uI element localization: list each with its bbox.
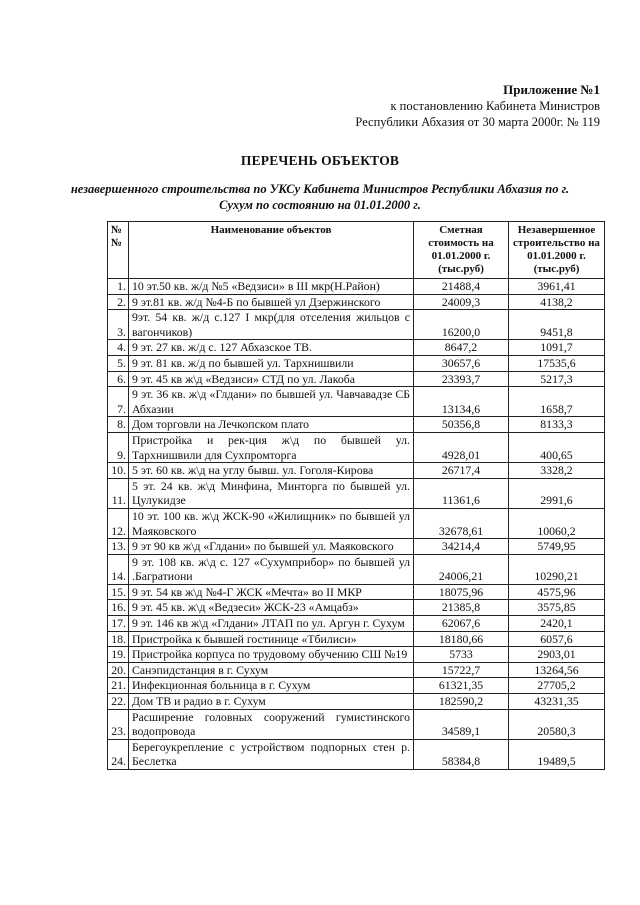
header-num: № № [108, 222, 129, 279]
table-row [108, 647, 605, 663]
row-cost: 13134,6 [414, 387, 509, 417]
table-row [108, 662, 605, 678]
objects-table [107, 221, 605, 770]
row-number: 20. [108, 662, 129, 678]
header-cost: Сметная стоимость на 01.01.2000 г. (тыс.руб) [414, 222, 509, 279]
row-number: 10. [108, 463, 129, 479]
row-number: 13. [108, 539, 129, 555]
row-object-name: 9 эт. 81 кв. ж/д по бывшей ул. Тархнишвили [129, 355, 414, 371]
table-row [108, 600, 605, 616]
row-number: 12. [108, 508, 129, 538]
row-unfinished: 400,65 [509, 432, 605, 462]
row-object-name: Пристройка к бывшей гостинице «Тбилиси» [129, 631, 414, 647]
row-unfinished: 2991,6 [509, 478, 605, 508]
row-cost: 5733 [414, 647, 509, 663]
row-unfinished: 43231,35 [509, 694, 605, 710]
row-cost: 24009,3 [414, 294, 509, 310]
row-object-name: Санэпидстанция в г. Сухум [129, 662, 414, 678]
row-object-name: Дом ТВ и радио в г. Сухум [129, 694, 414, 710]
row-object-name: 9 эт. 45 кв ж\д «Ведзиси» СТД по ул. Лакоба [129, 371, 414, 387]
row-unfinished: 2903,01 [509, 647, 605, 663]
row-cost: 32678,61 [414, 508, 509, 538]
table-body [108, 279, 605, 770]
row-cost: 18180,66 [414, 631, 509, 647]
row-object-name: 9 эт. 108 кв. ж\д с. 127 «Сухумприбор» по бывшей ул .Багратиони [129, 554, 414, 584]
row-unfinished: 17535,6 [509, 355, 605, 371]
table-row [108, 678, 605, 694]
row-cost: 21488,4 [414, 279, 509, 295]
row-unfinished: 8133,3 [509, 417, 605, 433]
table-row [108, 355, 605, 371]
table-row [108, 463, 605, 479]
row-unfinished: 3328,2 [509, 463, 605, 479]
row-cost: 4928,01 [414, 432, 509, 462]
table-row [108, 432, 605, 462]
row-number: 18. [108, 631, 129, 647]
row-cost: 23393,7 [414, 371, 509, 387]
table-row [108, 417, 605, 433]
row-object-name: 9 эт. 54 кв ж\д №4-Г ЖСК «Мечта» во II МКР [129, 584, 414, 600]
row-number: 24. [108, 739, 129, 769]
row-object-name: 10 эт. 100 кв. ж\д ЖСК-90 «Жилищник» по бывшей ул Маяковского [129, 508, 414, 538]
row-cost: 18075,96 [414, 584, 509, 600]
row-number: 9. [108, 432, 129, 462]
table-row [108, 709, 605, 739]
row-cost: 34214,4 [414, 539, 509, 555]
row-cost: 62067,6 [414, 616, 509, 632]
document-subtitle: незавершенного строительства по УКСу Кабинета Министров Республики Абхазия по г. Сухум по состоянию на 01.01.2000 г. [70, 182, 570, 212]
row-cost: 21385,8 [414, 600, 509, 616]
row-object-name: 10 эт.50 кв. ж/д №5 «Ведзиси» в III мкр(Н.Район) [129, 279, 414, 295]
row-unfinished: 2420,1 [509, 616, 605, 632]
row-cost: 26717,4 [414, 463, 509, 479]
table-row [108, 478, 605, 508]
table-row [108, 584, 605, 600]
row-cost: 8647,2 [414, 340, 509, 356]
table-header-row [108, 222, 605, 279]
row-number: 2. [108, 294, 129, 310]
table-row [108, 554, 605, 584]
row-unfinished: 1658,7 [509, 387, 605, 417]
annex-date: Республики Абхазия от 30 марта 2000г. № 119 [355, 115, 600, 129]
row-object-name: Инфекционная больница в г. Сухум [129, 678, 414, 694]
row-object-name: 9 эт 90 кв ж\д «Глдани» по бывшей ул. Маяковского [129, 539, 414, 555]
row-object-name: Дом торговли на Лечкопском плато [129, 417, 414, 433]
table-row [108, 631, 605, 647]
row-cost: 16200,0 [414, 310, 509, 340]
row-object-name: Пристройка корпуса по трудовому обучению СШ №19 [129, 647, 414, 663]
table-row [108, 310, 605, 340]
row-number: 17. [108, 616, 129, 632]
row-number: 15. [108, 584, 129, 600]
row-number: 16. [108, 600, 129, 616]
table-row [108, 616, 605, 632]
row-unfinished: 3575,85 [509, 600, 605, 616]
row-number: 14. [108, 554, 129, 584]
row-unfinished: 27705,2 [509, 678, 605, 694]
table-row [108, 539, 605, 555]
row-number: 19. [108, 647, 129, 663]
row-number: 11. [108, 478, 129, 508]
row-number: 7. [108, 387, 129, 417]
row-cost: 11361,6 [414, 478, 509, 508]
annex-block [280, 82, 600, 130]
row-cost: 30657,6 [414, 355, 509, 371]
row-number: 1. [108, 279, 129, 295]
annex-number: Приложение №1 [503, 82, 600, 97]
row-object-name: 9 эт.81 кв. ж/д №4-Б по бывшей ул Дзержинского [129, 294, 414, 310]
row-unfinished: 5749,95 [509, 539, 605, 555]
table-row [108, 694, 605, 710]
row-object-name: Берегоукрепление с устройством подпорных стен р. Беслетка [129, 739, 414, 769]
row-number: 3. [108, 310, 129, 340]
row-unfinished: 10060,2 [509, 508, 605, 538]
row-object-name: 9 эт. 36 кв. ж\д «Глдани» по бывшей ул. Чавчавадзе СБ Абхазии [129, 387, 414, 417]
row-unfinished: 4575,96 [509, 584, 605, 600]
row-cost: 182590,2 [414, 694, 509, 710]
annex-resolution: к постановлению Кабинета Министров [390, 99, 600, 113]
row-object-name: 9эт. 54 кв. ж/д с.127 I мкр(для отселения жильцов с вагончиков) [129, 310, 414, 340]
header-name: Наименование объектов [129, 222, 414, 279]
row-number: 21. [108, 678, 129, 694]
table-row [108, 371, 605, 387]
row-unfinished: 3961,41 [509, 279, 605, 295]
table-row [108, 508, 605, 538]
row-number: 5. [108, 355, 129, 371]
row-cost: 15722,7 [414, 662, 509, 678]
row-object-name: 9 эт. 146 кв ж\д «Глдани» ЛТАП по ул. Аргун г. Сухум [129, 616, 414, 632]
table-row [108, 279, 605, 295]
row-cost: 61321,35 [414, 678, 509, 694]
row-object-name: 9 эт. 45 кв. ж\д «Ведзеси» ЖСК-23 «Амцабз» [129, 600, 414, 616]
row-number: 6. [108, 371, 129, 387]
row-number: 4. [108, 340, 129, 356]
row-cost: 24006,21 [414, 554, 509, 584]
row-object-name: 5 эт. 24 кв. ж\д Минфина, Минторга по бывшей ул. Цулукидзе [129, 478, 414, 508]
table-row [108, 739, 605, 769]
row-cost: 34589,1 [414, 709, 509, 739]
row-unfinished: 4138,2 [509, 294, 605, 310]
row-unfinished: 9451,8 [509, 310, 605, 340]
table-row [108, 387, 605, 417]
table-row [108, 340, 605, 356]
table-row [108, 294, 605, 310]
row-unfinished: 5217,3 [509, 371, 605, 387]
document-title: ПЕРЕЧЕНЬ ОБЪЕКТОВ [240, 153, 400, 168]
row-unfinished: 13264,56 [509, 662, 605, 678]
row-unfinished: 20580,3 [509, 709, 605, 739]
row-number: 8. [108, 417, 129, 433]
row-unfinished: 6057,6 [509, 631, 605, 647]
row-object-name: Пристройка и рек-ция ж\д по бывшей ул. Тархнишвили для Сухпромторга [129, 432, 414, 462]
row-object-name: 9 эт. 27 кв. ж/д с. 127 Абхазское ТВ. [129, 340, 414, 356]
row-cost: 50356,8 [414, 417, 509, 433]
row-object-name: 5 эт. 60 кв. ж\д на углу бывш. ул. Гоголя-Кирова [129, 463, 414, 479]
header-unfinished: Незавершенное строительство на 01.01.2000 г. (тыс.руб) [509, 222, 605, 279]
row-number: 22. [108, 694, 129, 710]
row-object-name: Расширение головных сооружений гумистинского водопровода [129, 709, 414, 739]
row-unfinished: 10290,21 [509, 554, 605, 584]
row-unfinished: 1091,7 [509, 340, 605, 356]
row-cost: 58384,8 [414, 739, 509, 769]
row-number: 23. [108, 709, 129, 739]
row-unfinished: 19489,5 [509, 739, 605, 769]
